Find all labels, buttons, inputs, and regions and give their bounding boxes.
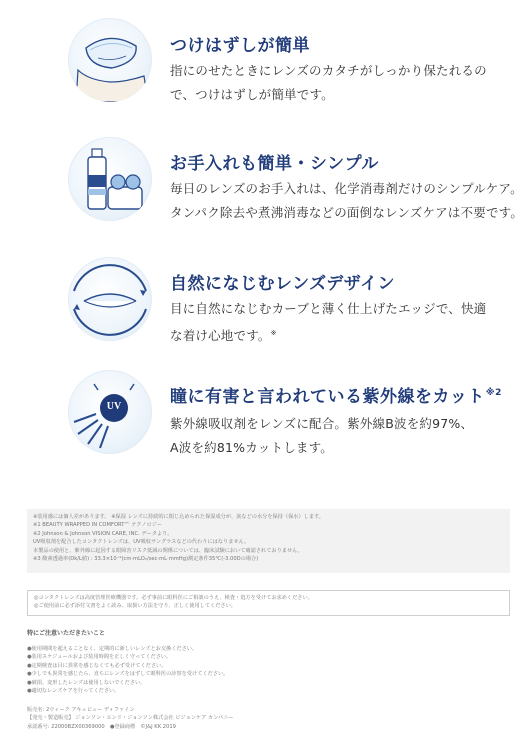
- caution-item: ●装用スケジュールおよび装用時間を正しく守ってください。: [27, 654, 172, 661]
- feature-title: [170, 382, 502, 407]
- feature-description-line: 目に自然になじむカーブと薄く仕上げたエッジで、快適: [170, 301, 487, 316]
- feature-description-line: 指にのせたときにレンズのカタチがしっかり保たれるの: [170, 63, 487, 78]
- caution-title: 特にご注意いただきたいこと: [27, 630, 106, 637]
- footnote-line: 本製品の使用と、紫外線に起因する眼障害リスク低減の関係については、臨床試験において確認されておりません。: [33, 547, 303, 554]
- feature-description: [170, 412, 490, 460]
- legal-info: [27, 706, 510, 731]
- feature-description-line: [170, 321, 490, 348]
- description-text: な着け心地です。: [170, 328, 271, 344]
- approval-number: 承認番号: 22000BZX00369000 ●登録商標 ©J&J KK 2019: [27, 723, 176, 730]
- feature-title: お手入れも簡単・シンプル: [170, 154, 379, 174]
- caution-section: [27, 628, 510, 695]
- notice-line: ◎ご使用前に必ず添付文書をよく読み、取扱い方法を守り、正しく使用してください。: [34, 603, 236, 610]
- footnote-line: ※1 BEAUTY WRAPPED IN COMFORT™ テクノロジー: [33, 522, 163, 529]
- footnote-line: ※3 酸素透過率(Dk/L値) : 33.3×10⁻⁹(cm·mLO₂/sec·mL·mmHg)測定条件35℃(-3.00Dの場合): [33, 556, 259, 563]
- title-text: 瞳に有害と言われている紫外線をカット: [170, 387, 485, 407]
- feature-description-line: 紫外線吸収剤をレンズに配合。紫外線B波を約97%、: [170, 416, 474, 431]
- notice-line: ◎コンタクトレンズは高度管理医療機器です。必ず事前に眼科医にご相談のうえ、検査・処方を受けてお求めください。: [34, 595, 313, 601]
- footnote-marker: ※2: [485, 388, 502, 399]
- caution-item: ●使用期間を超えることなく、定期的に新しいレンズとお交換ください。: [27, 646, 198, 652]
- lens-on-finger-icon: [68, 18, 152, 102]
- footnote-marker: ※: [270, 329, 277, 337]
- manufacturer: 【発売・製造販売】 ジョンソン・エンド・ジョンソン株式会社 ビジョンケア カンパニー: [27, 715, 234, 722]
- feature-description: [170, 59, 490, 107]
- feature-description: [170, 177, 524, 225]
- feature-description-line: 毎日のレンズのお手入れは、化学消毒剤だけのシンプルケア。: [170, 181, 523, 196]
- footnote-line: ※2 Johnson & Johnson VISION CARE, INC. データより。: [33, 530, 173, 537]
- caution-item: ●破損、変形したレンズは使用しないでください。: [27, 679, 146, 686]
- feature-title: 自然になじむレンズデザイン: [170, 274, 396, 294]
- caution-item: ●定期検査は目に異常を感じなくても必ず受けてください。: [27, 662, 167, 669]
- caution-item: ●少しでも異常を感じたら、直ちにレンズをはずして眼科医の診察を受けてください。: [27, 671, 229, 678]
- footnotes-box: [27, 509, 510, 573]
- care-solution-icon: [68, 137, 152, 221]
- footnote-line: UV吸収剤を配合したコンタクトレンズは、UV吸収サングラスなどの代わりにはなりません。: [33, 539, 250, 546]
- feature-description-line: で、つけはずしが簡単です。: [170, 87, 334, 102]
- feature-description-line: A波を約81%カットします。: [170, 440, 334, 455]
- feature-description-line: タンパク除去や煮沸消毒などの面倒なレンズケアは不要です。: [170, 205, 524, 220]
- lens-edge-icon: [68, 257, 152, 341]
- feature-title: つけはずしが簡単: [170, 36, 310, 56]
- footnote-line: ※装用感には個人差があります。 ※保湿 レンズに持続的に閉じ込められた保湿成分が、涙などの水分を保持（保水）します。: [33, 514, 324, 520]
- product-name: 販売名: 2ウィーク アキュビュー ディファイン: [27, 707, 135, 713]
- uv-block-icon: [68, 370, 152, 454]
- feature-description: [170, 297, 490, 348]
- caution-item: ●適切なレンズケアを行ってください。: [27, 688, 120, 695]
- medical-device-notice: [27, 590, 510, 616]
- uv-label: UV: [106, 401, 122, 412]
